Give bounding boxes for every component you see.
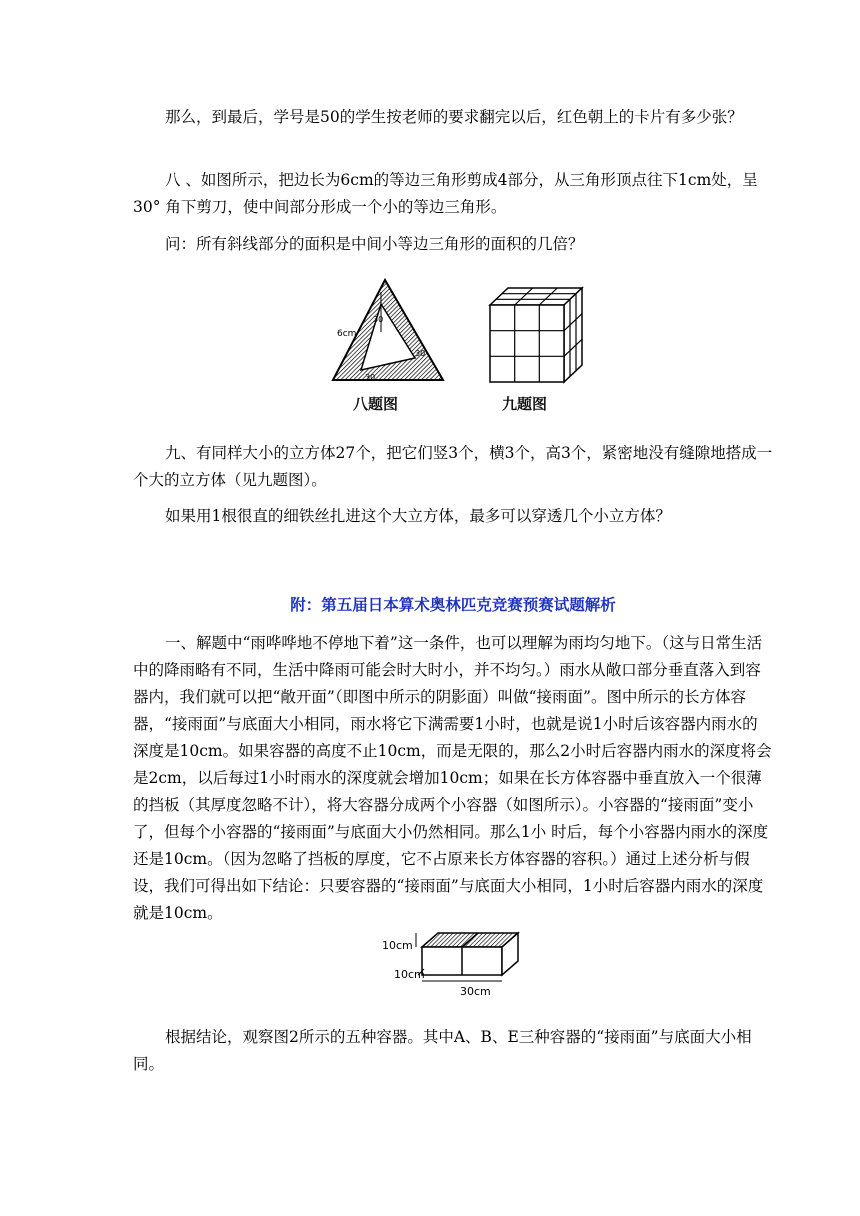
- box-diagram: [380, 925, 530, 997]
- cube-caption: 九题图: [502, 395, 548, 413]
- triangle-angle-label-2: 30: [415, 349, 426, 358]
- paragraph-question-9-ask: 如果用1根很直的细铁丝扎进这个大立方体，最多可以穿透几个小立方体？: [165, 507, 671, 525]
- triangle-side-label: 6cm: [337, 329, 357, 339]
- paragraph-question-8: 八 、如图所示，把边长为6cm的等边三角形剪成4部分，从三角形顶点往下1cm处，呈30° 角下剪刀，使中间部分形成一个小的等边三角形。: [133, 171, 758, 216]
- triangle-figure: [325, 272, 450, 392]
- triangle-angle-label-1: 30: [373, 315, 384, 324]
- triangle-angle-label-3: 30: [365, 373, 376, 382]
- box-height-label: 10cm: [382, 939, 413, 952]
- triangle-diagram: [325, 272, 450, 392]
- box-figure: [380, 925, 530, 997]
- paragraph-solution-conclusion: 根据结论，观察图2所示的五种容器。其中A、B、E三种容器的“接雨面”与底面大小相同。: [133, 1028, 752, 1073]
- triangle-caption: 八题图: [353, 395, 399, 413]
- paragraph-question-7-end: 那么，到最后，学号是50的学生按老师的要求翻完以后，红色朝上的卡片有多少张？: [165, 108, 743, 126]
- paragraph-question-8-ask: 问：所有斜线部分的面积是中间小等边三角形的面积的几倍？: [165, 235, 584, 253]
- box-depth-label: 10cm: [394, 968, 425, 981]
- box-length-label: 30cm: [460, 985, 491, 997]
- section-heading: 附：第五届日本算术奥林匹克竞赛预赛试题解析: [290, 596, 616, 614]
- cube-diagram: [485, 283, 585, 388]
- paragraph-solution-1: 一、解题中“雨哗哗地不停地下着”这一条件，也可以理解为雨均匀地下。（这与日常生活中的降雨略有不同，生活中降雨可能会时大时小，并不均匀。）雨水从敞口部分垂直落入到容器内，我们就可以把“敞开面”（即图中所示的阴影面）叫做“接雨面”。图中所示的长方体容器，“接雨面”与底面大小相同，雨水将它下满需要1小时，也就是说1小时后该容器内雨水的深度是10cm。如果容器的高度不止10cm，而是无限的，那么2小时后容器内雨水的深度将会是2cm，以后每过1小时雨水的深度就会增加10cm；如果在长方体容器中垂直放入一个很薄的挡板（其厚度忽略不计），将大容器分成两个小容器（如图所示）。小容器的“接雨面”变小了，但每个小容器的“接雨面”与底面大小仍然相同。那么1小 时后，每个小容器内雨水的深度还是10cm。（因为忽略了挡板的厚度，它不占原来长方体容器的容积。）通过上述分析与假设，我们可得出如下结论：只要容器的“接雨面”与底面大小相同，1小时后容器内雨水的深度就是10cm。: [133, 634, 772, 922]
- cube-figure: [485, 283, 585, 388]
- paragraph-question-9: 九、有同样大小的立方体27个，把它们竖3个，横3个，高3个，紧密地没有缝隙地搭成一个大的立方体（见九题图）。: [133, 444, 773, 489]
